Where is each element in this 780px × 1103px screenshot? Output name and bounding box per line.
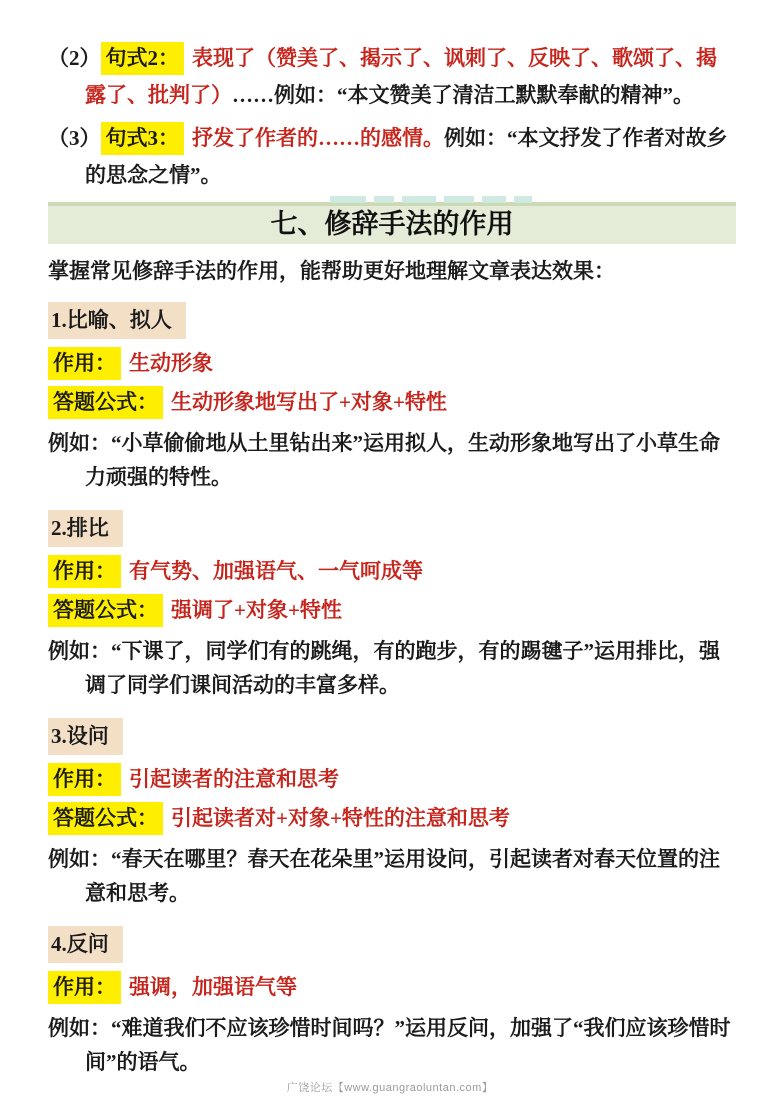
formula-text: 引起读者对+对象+特性的注意和思考 xyxy=(171,806,510,830)
device-heading-row xyxy=(48,718,736,755)
device-example: 例如：“难道我们不应该珍惜时间吗？”运用反问，加强了“我们应该珍惜时间”的语气。 xyxy=(48,1016,731,1074)
device-heading: 2.排比 xyxy=(48,510,123,547)
pattern-label-highlight: 句式3： xyxy=(101,122,185,155)
pattern-formula-text: 抒发了作者的……的感情。 xyxy=(192,126,444,150)
device-section-question-answer xyxy=(48,718,736,910)
usage-label-highlight: 作用： xyxy=(48,347,121,380)
sentence-pattern-list xyxy=(48,40,736,194)
device-heading: 4.反问 xyxy=(48,926,123,963)
device-heading: 1.比喻、拟人 xyxy=(48,302,186,339)
item-number: （3） xyxy=(48,126,101,150)
device-section-rhetorical-question xyxy=(48,926,736,1079)
item-number: （2） xyxy=(48,46,101,70)
section-title: 七、修辞手法的作用 xyxy=(270,209,514,239)
usage-row xyxy=(48,972,736,1002)
pattern-label-highlight: 句式2： xyxy=(101,42,185,75)
formula-row xyxy=(48,387,736,417)
usage-row xyxy=(48,764,736,794)
device-heading-row xyxy=(48,510,736,547)
formula-text: 强调了+对象+特性 xyxy=(171,598,342,622)
section-intro: 掌握常见修辞手法的作用，能帮助更好地理解文章表达效果： xyxy=(48,259,615,283)
usage-row xyxy=(48,348,736,378)
usage-row xyxy=(48,556,736,586)
pattern-example-text: 例如：“本文抒发了作者对故乡的思念之情”。 xyxy=(85,126,728,187)
usage-label-highlight: 作用： xyxy=(48,555,121,588)
formula-label-highlight: 答题公式： xyxy=(48,386,163,419)
device-heading-row xyxy=(48,926,736,963)
device-example: 例如：“春天在哪里？春天在花朵里”运用设问，引起读者对春天位置的注意和思考。 xyxy=(48,847,720,905)
device-section-parallelism xyxy=(48,510,736,702)
device-section-metaphor-personification xyxy=(48,302,736,494)
usage-text: 引起读者的注意和思考 xyxy=(129,767,339,791)
usage-label-highlight: 作用： xyxy=(48,763,121,796)
formula-text: 生动形象地写出了+对象+特性 xyxy=(171,390,447,414)
pattern-formula-text: 表现了（赞美了、揭示了、讽刺了、反映了、歌颂了、揭露了、批判了） xyxy=(85,46,717,107)
formula-label-highlight: 答题公式： xyxy=(48,594,163,627)
pattern-example-text: ……例如：“本文赞美了清洁工默默奉献的精神”。 xyxy=(232,83,694,107)
formula-row xyxy=(48,595,736,625)
device-heading: 3.设问 xyxy=(48,718,123,755)
device-example: 例如：“小草偷偷地从土里钻出来”运用拟人，生动形象地写出了小草生命力顽强的特性。 xyxy=(48,431,720,489)
usage-text: 生动形象 xyxy=(129,351,213,375)
usage-text: 强调，加强语气等 xyxy=(129,975,297,999)
footer-watermark: 广饶论坛【www.guangraoluntan.com】 xyxy=(286,1082,494,1094)
device-heading-row xyxy=(48,302,736,339)
sentence-pattern-item xyxy=(48,120,736,194)
device-example: 例如：“下课了，同学们有的跳绳，有的跑步，有的踢毽子”运用排比，强调了同学们课间活动的丰富多样。 xyxy=(48,639,720,697)
scan-artifact-fragments xyxy=(330,196,532,203)
section-banner xyxy=(48,202,736,244)
sentence-pattern-item xyxy=(48,40,736,114)
formula-row xyxy=(48,803,736,833)
usage-label-highlight: 作用： xyxy=(48,971,121,1004)
usage-text: 有气势、加强语气、一气呵成等 xyxy=(129,559,423,583)
formula-label-highlight: 答题公式： xyxy=(48,802,163,835)
